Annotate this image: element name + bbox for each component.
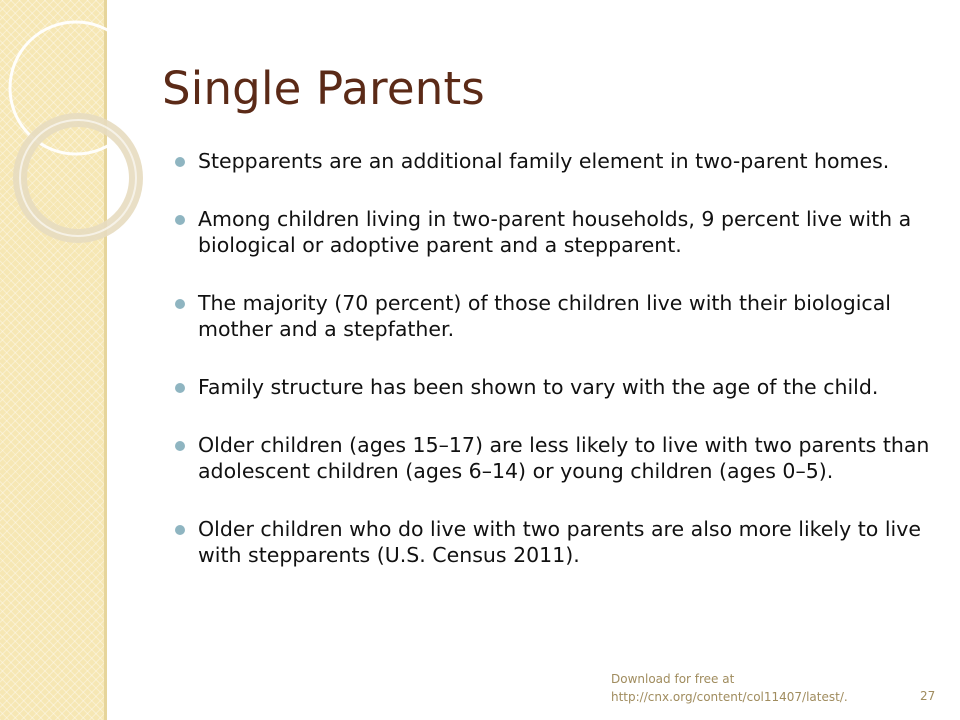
bullet-icon bbox=[175, 157, 185, 167]
footer-source bbox=[611, 670, 911, 706]
list-item bbox=[174, 206, 944, 258]
bullet-icon bbox=[175, 383, 185, 393]
bullet-text: The majority (70 percent) of those children live with their biological mother and a stepfather. bbox=[198, 291, 891, 341]
list-item bbox=[174, 148, 944, 174]
bullet-icon bbox=[175, 299, 185, 309]
bullet-text: Family structure has been shown to vary with the age of the child. bbox=[198, 375, 879, 399]
bullet-icon bbox=[175, 441, 185, 451]
list-item bbox=[174, 374, 944, 400]
bullet-text: Among children living in two-parent households, 9 percent live with a biological or adoptive parent and a stepparent. bbox=[198, 207, 912, 257]
footer-source-line1: Download for free at bbox=[611, 672, 735, 686]
bullet-icon bbox=[175, 215, 185, 225]
bullet-text: Older children (ages 15–17) are less likely to live with two parents than adolescent children (ages 6–14) or young children (ages 0–5). bbox=[198, 433, 930, 483]
footer-source-link[interactable]: http://cnx.org/content/col11407/latest/. bbox=[611, 690, 848, 704]
page-number: 27 bbox=[920, 689, 936, 703]
bullet-text: Stepparents are an additional family element in two-parent homes. bbox=[198, 149, 890, 173]
list-item bbox=[174, 432, 944, 484]
list-item bbox=[174, 290, 944, 342]
bullet-text: Older children who do live with two parents are also more likely to live with stepparents (U.S. Census 2011). bbox=[198, 517, 921, 567]
list-item bbox=[174, 516, 944, 568]
bullet-list bbox=[174, 148, 944, 600]
page-title: Single Parents bbox=[162, 62, 485, 115]
bullet-icon bbox=[175, 525, 185, 535]
